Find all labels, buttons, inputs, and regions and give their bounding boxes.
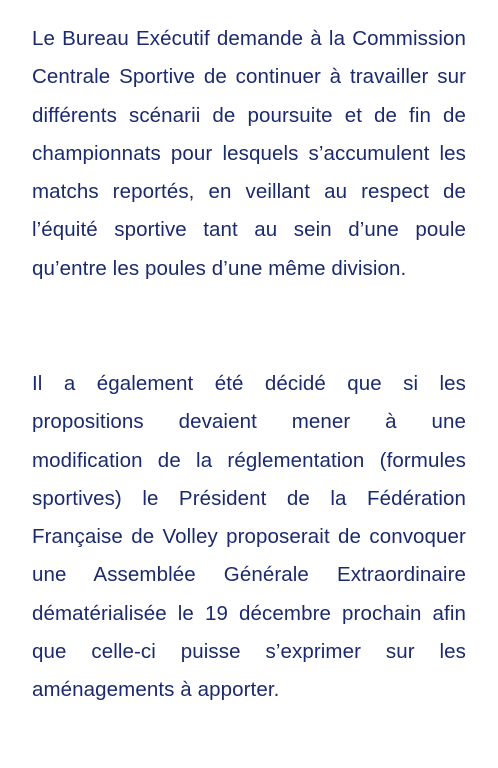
paragraph-general-assembly-decision: Il a également été décidé que si les propositions devaient mener à une modification de la réglementation (formules sportives) le Président de la Fédération Française de Volley proposerait de convoquer une Assemblée Générale Extraordinaire dématérialisée le 19 décembre prochain afin que celle-ci puisse s’exprimer sur les aménagements à apporter. bbox=[32, 372, 466, 702]
paragraph-executive-bureau-request: Le Bureau Exécutif demande à la Commission Centrale Sportive de continuer à travailler sur différents scénarii de poursuite et de fin de championnats pour lesquels s’accumulent les matchs reportés, en veillant au respect de l’équité sportive tant au sein d’une poule qu’entre les poules d’une même division. bbox=[32, 27, 466, 280]
